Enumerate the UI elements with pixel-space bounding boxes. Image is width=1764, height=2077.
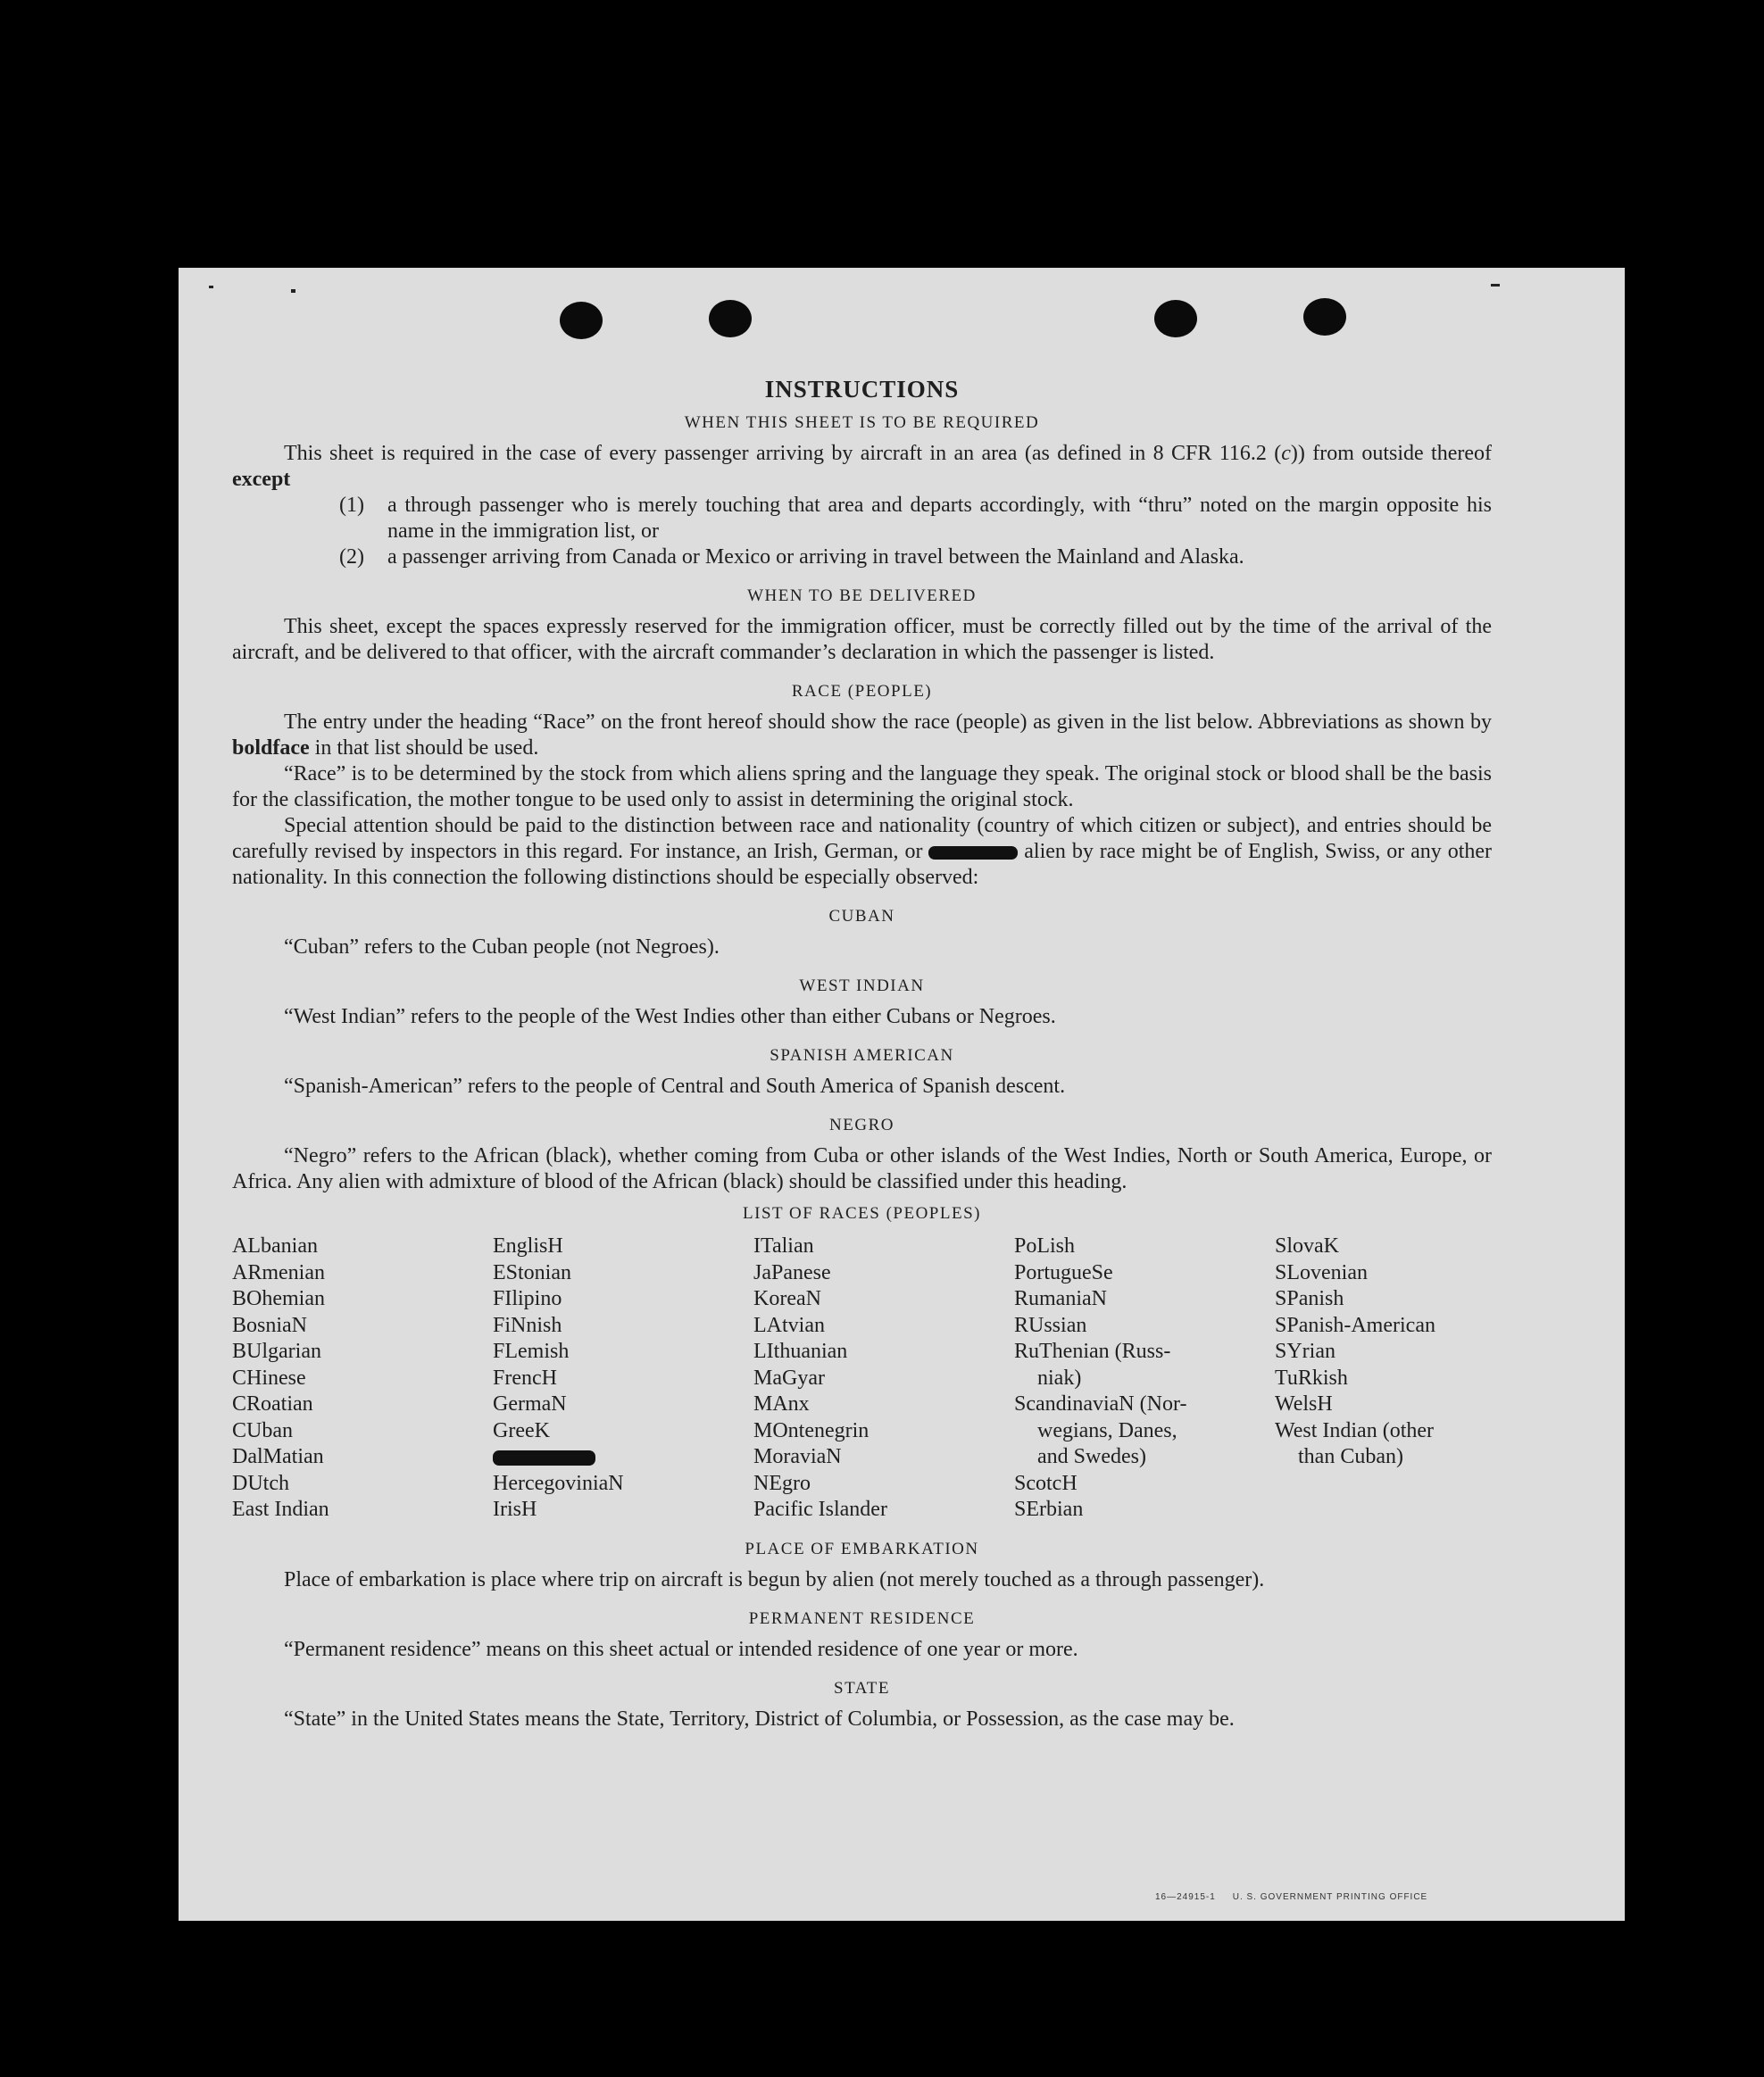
race-entry: BosniaN bbox=[232, 1313, 307, 1337]
race-entry: ITalian bbox=[753, 1234, 814, 1258]
race-entry: GreeK bbox=[493, 1418, 550, 1442]
state-text: “State” in the United States means the State, Territory, District of Columbia, or Possession, as the case may be. bbox=[284, 1707, 1235, 1731]
form-number: 16—24915-1 bbox=[1155, 1892, 1216, 1902]
race-entry: WelsH bbox=[1275, 1392, 1333, 1416]
section-heading: CUBAN bbox=[828, 907, 895, 926]
punch-hole bbox=[560, 302, 603, 339]
race-entry: SErbian bbox=[1014, 1498, 1084, 1521]
redaction-mark bbox=[493, 1450, 595, 1466]
race-entry: PoLish bbox=[1014, 1234, 1076, 1258]
race-entry: SPanish-American bbox=[1275, 1313, 1435, 1337]
punch-hole bbox=[709, 300, 752, 337]
race-entry: ALbanian bbox=[232, 1234, 318, 1258]
race-entry: SYrian bbox=[1275, 1340, 1335, 1363]
race-entry: LAtvian bbox=[753, 1313, 825, 1337]
race-entry: CRoatian bbox=[232, 1392, 313, 1416]
exception-item: (2) a passenger arriving from Canada or Mexico or arriving in travel between the Mainland and Alaska. bbox=[339, 545, 1244, 569]
race-entry: DalMatian bbox=[232, 1445, 324, 1468]
race-entry: CHinese bbox=[232, 1366, 306, 1390]
race-entry: BUlgarian bbox=[232, 1340, 321, 1363]
race-paragraph: Special attention should be paid to the distinction between race and nationality (country of which citizen or subject), and entries should be carefully revised by inspectors in this regard. For instance, an Irish, German, or alien by race might be of English, Swiss, or any other nationality. In this connection the following distinctions should be especially observed: bbox=[232, 814, 1493, 889]
race-entry: NEgro bbox=[753, 1471, 811, 1495]
race-entry: Pacific Islander bbox=[753, 1498, 887, 1521]
race-entry: EnglisH bbox=[493, 1234, 563, 1258]
section-heading: WHEN THIS SHEET IS TO BE REQUIRED bbox=[684, 413, 1040, 432]
race-entry: CUban bbox=[232, 1418, 293, 1442]
race-entry: ScandinaviaN (Nor- bbox=[1014, 1392, 1187, 1416]
punch-hole bbox=[1303, 298, 1346, 336]
race-entry: GermaN bbox=[493, 1392, 567, 1416]
race-entry: FiNnish bbox=[493, 1313, 562, 1337]
race-entry: RUssian bbox=[1014, 1313, 1087, 1337]
section-heading: WHEN TO BE DELIVERED bbox=[747, 586, 977, 605]
race-entry: ScotcH bbox=[1014, 1471, 1078, 1495]
print-footer bbox=[1155, 1892, 1427, 1902]
race-column bbox=[1014, 1234, 1275, 1524]
race-paragraph: The entry under the heading “Race” on the front hereof should show the race (people) as given in the list below. Abbreviations as shown by boldface in that list should be used. bbox=[232, 710, 1492, 760]
spanish-american-text: “Spanish-American” refers to the people of Central and South America of Spanish descent. bbox=[284, 1075, 1066, 1098]
section-heading: PERMANENT RESIDENCE bbox=[748, 1608, 976, 1628]
document-body bbox=[232, 377, 1492, 1732]
race-entry: BOhemian bbox=[232, 1287, 325, 1310]
section-heading: RACE (PEOPLE) bbox=[791, 682, 933, 701]
instruction-sheet bbox=[179, 268, 1625, 1921]
race-entry-continued: niak) bbox=[1037, 1366, 1082, 1390]
race-paragraph: “Race” is to be determined by the stock from which aliens spring and the language they speak. The original stock or blood shall be the basis for the classification, the mother tongue to be used only to assist in determining the original stock. bbox=[232, 762, 1492, 811]
race-entry: MOntenegrin bbox=[753, 1418, 870, 1442]
section-heading: NEGRO bbox=[829, 1116, 894, 1134]
race-entry: MAnx bbox=[753, 1392, 810, 1416]
west-indian-text: “West Indian” refers to the people of the West Indies other than either Cubans or Negroes. bbox=[284, 1005, 1056, 1028]
section-heading: STATE bbox=[834, 1678, 890, 1698]
race-entry: West Indian (other bbox=[1275, 1418, 1435, 1442]
race-entry-redacted bbox=[493, 1444, 753, 1471]
race-entry: MaGyar bbox=[753, 1366, 825, 1390]
race-column bbox=[1275, 1234, 1535, 1524]
race-entry-continued: than Cuban) bbox=[1298, 1445, 1403, 1468]
race-entry: SLovenian bbox=[1275, 1260, 1368, 1284]
delivered-text: This sheet, except the spaces expressly reserved for the immigration officer, must be correctly filled out by the time of the arrival of the aircraft, and be delivered to that officer, with the aircraft commander’s declaration in which the passenger is listed. bbox=[232, 615, 1492, 664]
punch-hole bbox=[1154, 300, 1197, 337]
residence-text: “Permanent residence” means on this sheet actual or intended residence of one year or more. bbox=[284, 1637, 1078, 1661]
page-speck bbox=[209, 286, 213, 288]
exception-item: (1) a through passenger who is merely touching that area and departs accordingly, with “thru” noted on the margin opposite his name in the immigration list, or bbox=[339, 494, 1492, 543]
race-column bbox=[753, 1234, 1014, 1524]
race-column bbox=[232, 1234, 493, 1524]
race-list bbox=[232, 1234, 1492, 1524]
section-heading: PLACE OF EMBARKATION bbox=[745, 1539, 979, 1558]
embarkation-text: Place of embarkation is place where trip on aircraft is begun by alien (not merely touched as a through passenger). bbox=[284, 1567, 1265, 1591]
race-entry: KoreaN bbox=[753, 1287, 821, 1310]
section-heading: SPANISH AMERICAN bbox=[770, 1046, 954, 1065]
race-entry-continued: and Swedes) bbox=[1037, 1445, 1146, 1468]
race-entry: East Indian bbox=[232, 1498, 329, 1521]
section-heading: LIST OF RACES (PEOPLES) bbox=[743, 1204, 981, 1223]
redaction-mark bbox=[928, 846, 1018, 860]
race-entry: IrisH bbox=[493, 1498, 537, 1521]
negro-text: “Negro” refers to the African (black), whether coming from Cuba or other islands of the West Indies, North or South America, Europe, or Africa. Any alien with admixture of blood of the African (black) should be classified under this heading. bbox=[232, 1144, 1492, 1193]
race-entry: FIlipino bbox=[493, 1287, 562, 1310]
race-entry: DUtch bbox=[232, 1471, 289, 1495]
required-intro: This sheet is required in the case of every passenger arriving by aircraft in an area (as defined in 8 CFR 116.2 (c)) from outside thereof except bbox=[232, 442, 1493, 491]
race-entry: PortugueSe bbox=[1014, 1260, 1113, 1284]
race-entry: LIthuanian bbox=[753, 1340, 848, 1363]
cuban-text: “Cuban” refers to the Cuban people (not Negroes). bbox=[284, 935, 720, 959]
race-entry: ARmenian bbox=[232, 1260, 325, 1284]
page-speck bbox=[291, 289, 295, 293]
page-title: INSTRUCTIONS bbox=[764, 376, 960, 403]
race-entry: FrencH bbox=[493, 1366, 557, 1390]
race-entry: SlovaK bbox=[1275, 1234, 1339, 1258]
race-entry: JaPanese bbox=[753, 1260, 831, 1284]
race-column bbox=[493, 1234, 753, 1524]
printer-name: U. S. GOVERNMENT PRINTING OFFICE bbox=[1232, 1892, 1428, 1902]
race-entry: SPanish bbox=[1275, 1287, 1344, 1310]
race-entry-continued: wegians, Danes, bbox=[1037, 1418, 1177, 1442]
race-entry: TuRkish bbox=[1275, 1366, 1348, 1390]
race-entry: HercegoviniaN bbox=[493, 1471, 624, 1495]
race-entry: FLemish bbox=[493, 1340, 570, 1363]
race-entry: RuThenian (Russ- bbox=[1014, 1340, 1171, 1363]
race-entry: EStonian bbox=[493, 1260, 571, 1284]
race-entry: MoraviaN bbox=[753, 1445, 842, 1468]
section-heading: WEST INDIAN bbox=[799, 976, 925, 995]
race-entry: RumaniaN bbox=[1014, 1287, 1107, 1310]
page-speck bbox=[1491, 284, 1500, 287]
